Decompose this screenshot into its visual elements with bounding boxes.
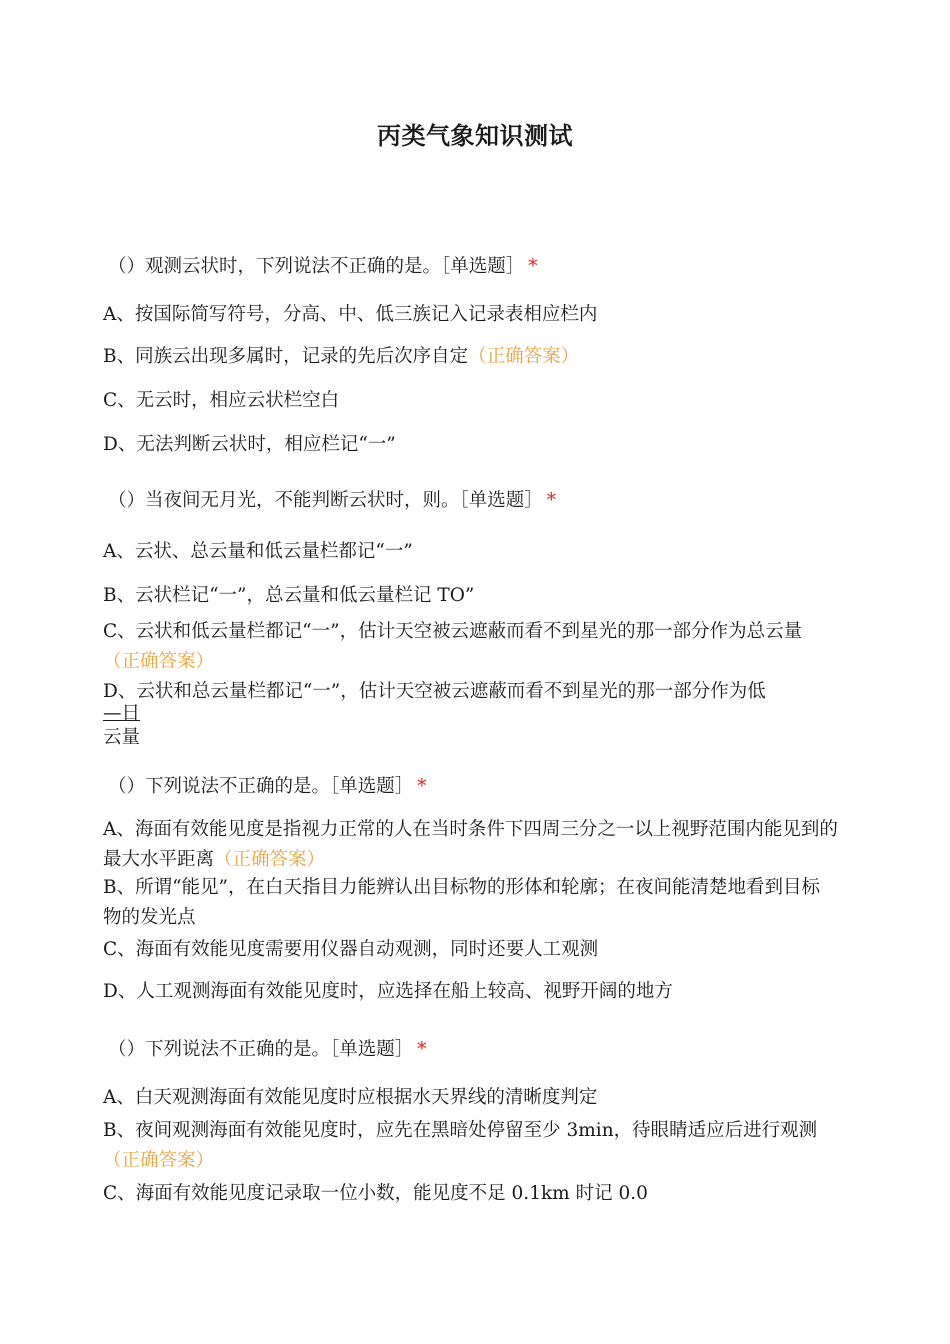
question-1-option-c[interactable]: C、无云时，相应云状栏空白	[103, 390, 340, 411]
question-1-stem	[108, 252, 853, 282]
question-stem-text: （）观测云状时，下列说法不正确的是。［单选题］	[108, 256, 525, 277]
question-stem-text: （）下列说法不正确的是。［单选题］	[108, 776, 414, 797]
correct-answer-tag: （正确答案）	[214, 849, 326, 870]
question-2-stem	[108, 486, 853, 516]
correct-answer-tag: （正确答案）	[468, 346, 580, 367]
question-1-option-a[interactable]: A、按国际简写符号，分高、中、低三族记入记录表相应栏内	[103, 304, 598, 325]
option-text: A、海面有效能见度是指视力正常的人在当时条件下四周三分之一以上视野范围内能见到的最大水平距离	[103, 819, 838, 870]
question-2-option-d[interactable]: D、云状和总云量栏都记“一”，估计天空被云遮蔽而看不到星光的那一部分作为低	[103, 681, 766, 702]
question-2-option-d-fragment: —日	[103, 703, 141, 724]
question-3-option-d[interactable]: D、人工观测海面有效能见度时，应选择在船上较高、视野开阔的地方	[103, 981, 673, 1002]
question-1-option-b[interactable]	[103, 342, 848, 372]
option-text: B、同族云出现多属时，记录的先后次序自定	[103, 346, 469, 367]
required-mark: *	[546, 490, 557, 511]
option-text: C、云状和低云量栏都记“一”，估计天空被云遮蔽而看不到星光的那一部分作为总云量	[103, 621, 803, 642]
question-2-option-d-continuation: 云量	[103, 727, 141, 748]
question-stem-text: （）当夜间无月光，不能判断云状时，则。［单选题］	[108, 490, 543, 511]
option-text: B、夜间观测海面有效能见度时，应先在黑暗处停留至少 3min，待眼睛适应后进行观测	[103, 1120, 818, 1141]
question-2-option-b[interactable]: B、云状栏记“一”，总云量和低云量栏记 TO”	[103, 585, 475, 606]
question-3-option-a[interactable]	[103, 815, 838, 875]
question-2-option-c[interactable]	[103, 617, 838, 677]
question-4-stem	[108, 1035, 853, 1065]
question-2-option-a[interactable]: A、云状、总云量和低云量栏都记“一”	[103, 541, 413, 562]
question-4-option-a[interactable]: A、白天观测海面有效能见度时应根据水天界线的清晰度判定	[103, 1087, 598, 1108]
required-mark: *	[528, 256, 538, 277]
question-4-option-c[interactable]: C、海面有效能见度记录取一位小数，能见度不足 0.1km 时记 0.0	[103, 1183, 648, 1204]
correct-answer-tag: （正确答案）	[103, 651, 215, 672]
required-mark: *	[417, 776, 427, 797]
question-1-option-d[interactable]: D、无法判断云状时，相应栏记“一”	[103, 434, 396, 455]
required-mark: *	[417, 1039, 427, 1060]
question-3-option-c[interactable]: C、海面有效能见度需要用仪器自动观测，同时还要人工观测	[103, 939, 599, 960]
question-3-stem	[108, 772, 853, 802]
question-stem-text: （）下列说法不正确的是。［单选题］	[108, 1039, 414, 1060]
question-3-option-b[interactable]: B、所谓“能见”，在白天指目力能辨认出目标物的形体和轮廓；在夜间能清楚地看到目标物的发光点	[103, 877, 821, 928]
page-title: 丙类气象知识测试	[377, 122, 573, 150]
correct-answer-tag: （正确答案）	[103, 1150, 215, 1171]
question-4-option-b[interactable]	[103, 1116, 838, 1176]
